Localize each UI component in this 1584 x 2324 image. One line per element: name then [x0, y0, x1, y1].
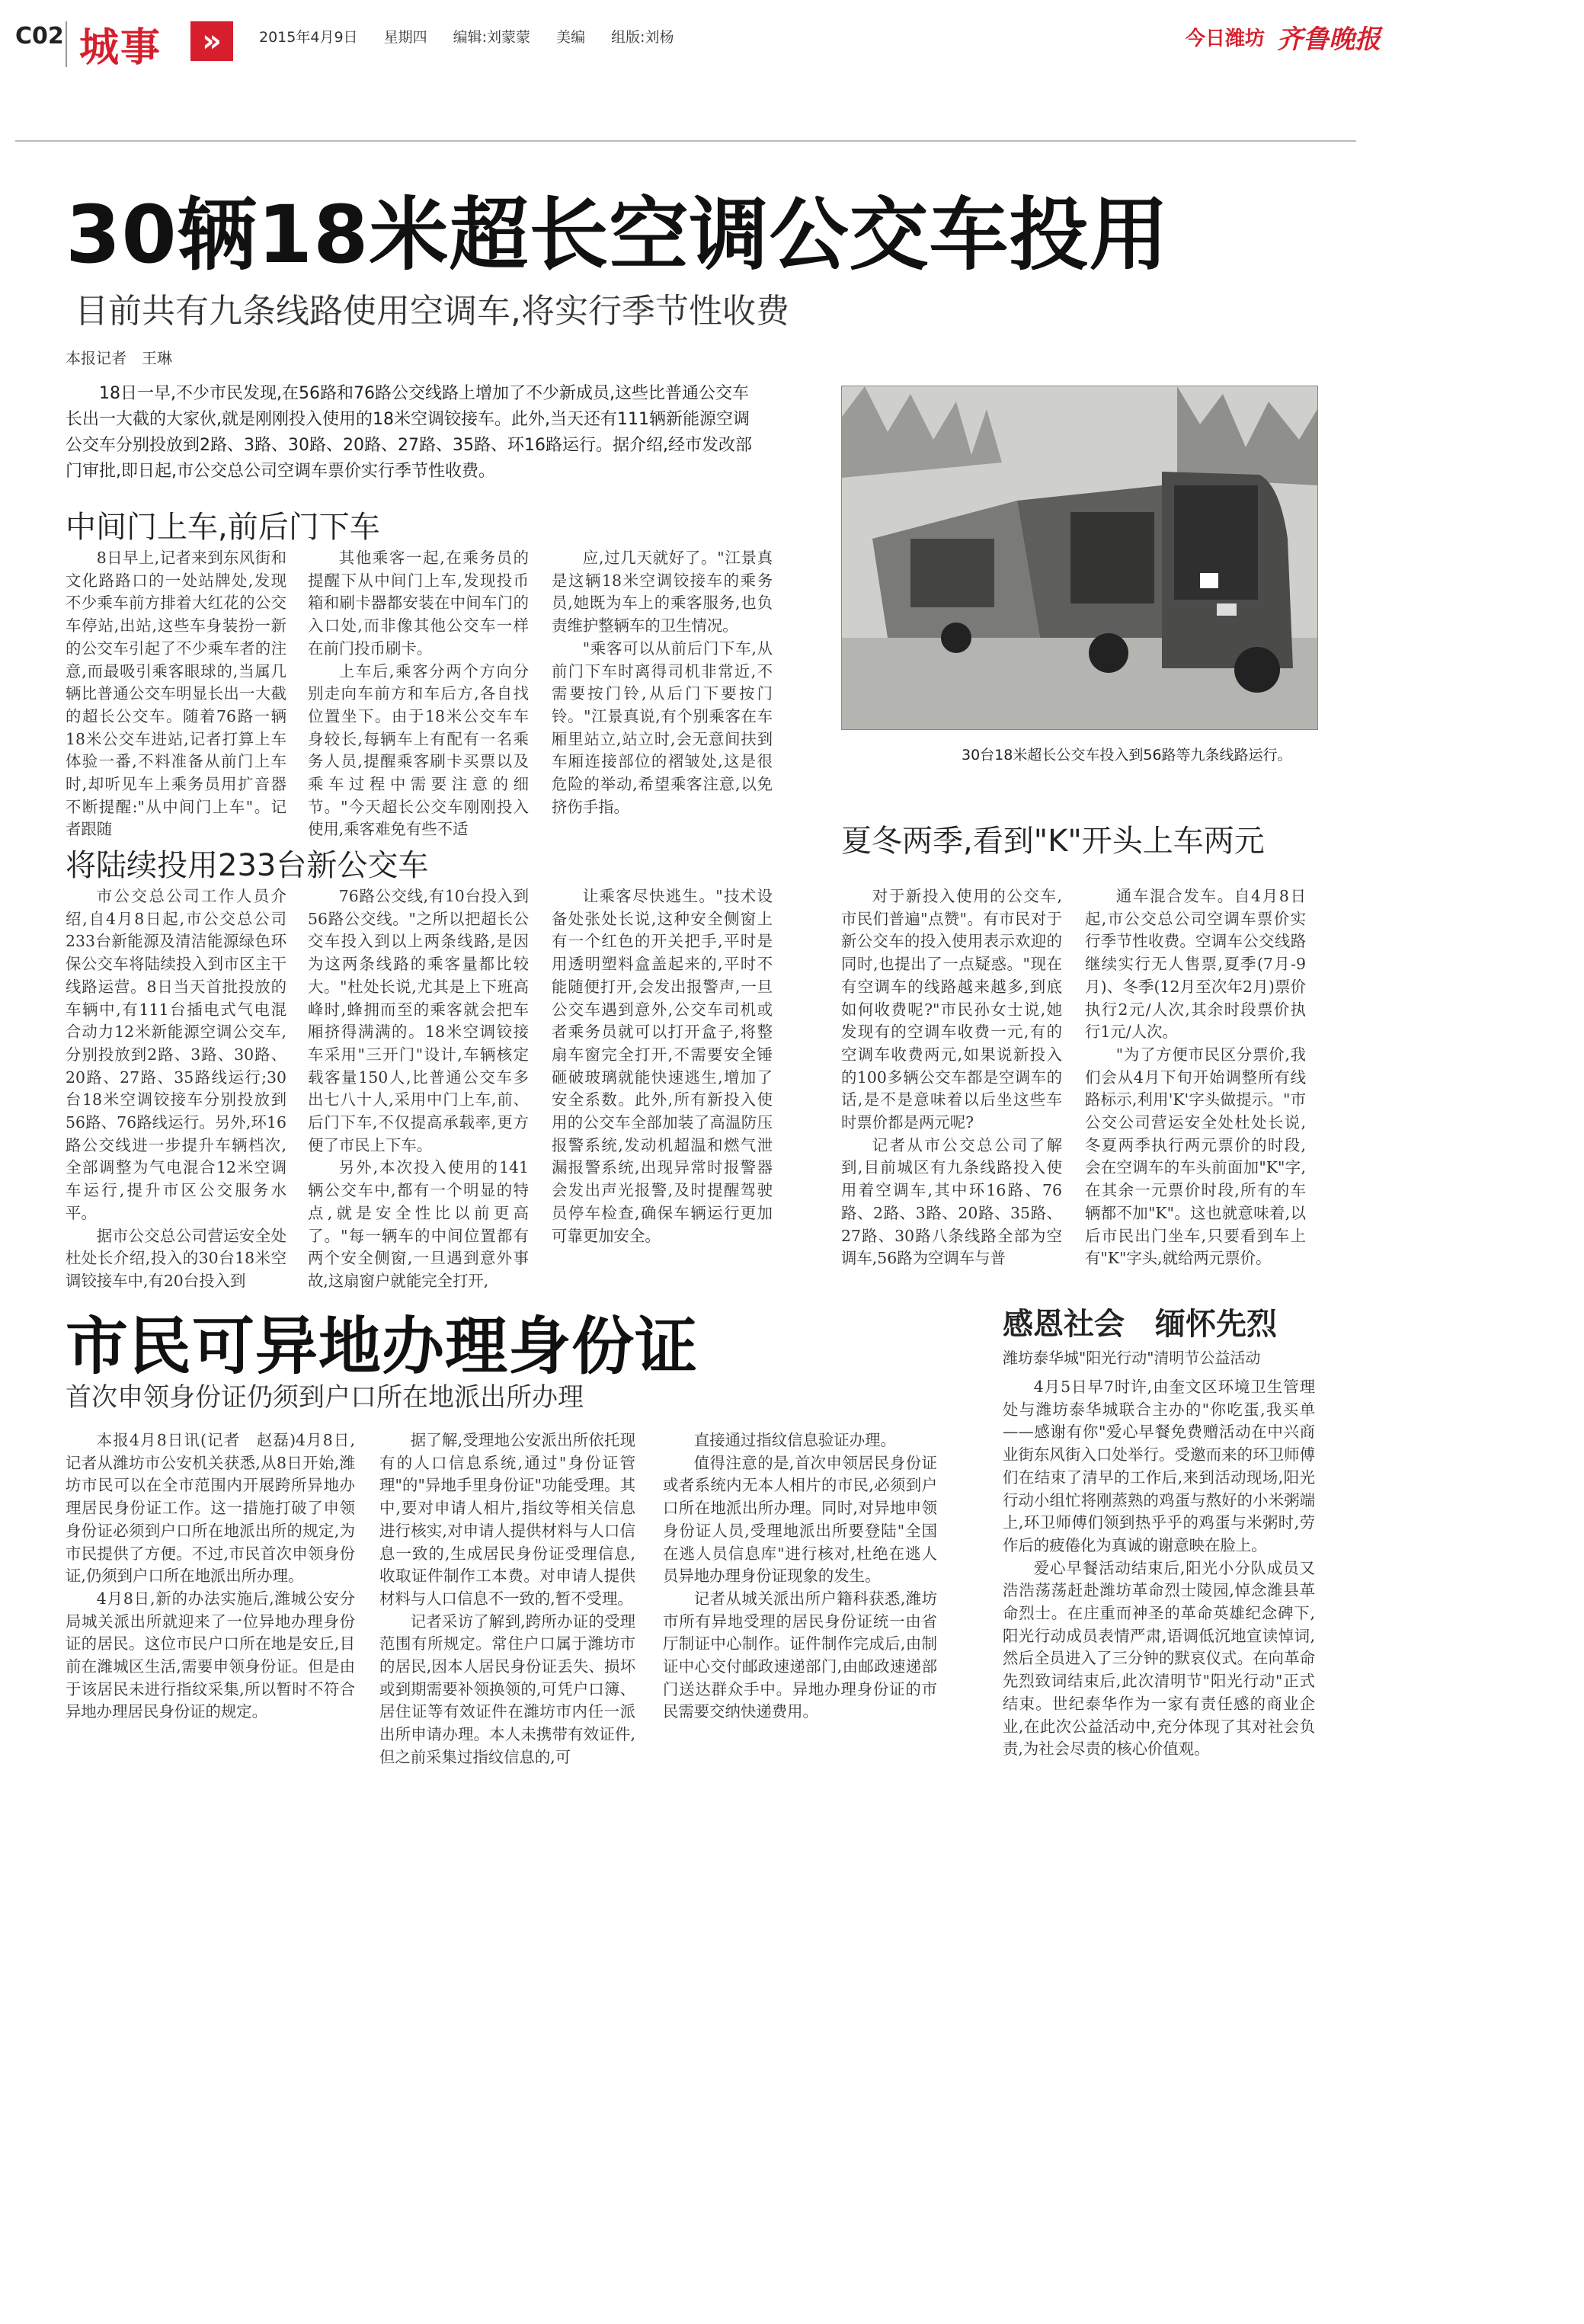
section1-title: 中间门上车,前后门下车 [66, 510, 380, 545]
article3-headline: 感恩社会 缅怀先烈 [1003, 1307, 1277, 1342]
paragraph: 记者从市公交总公司了解到,目前城区有九条线路投入使用着空调车,其中环16路、76路、2路、3路、20路、35路、27路、30路八条线路全部为空调车,56路为空调车与普 [841, 1135, 1062, 1268]
page-number: C02 [15, 23, 64, 50]
paragraph: 上车后,乘客分两个方向分别走向车前方和车后方,各自找位置坐下。由于18米公交车车身较长,每辆车上有配有一名乘务人员,提醒乘客刷卡买票以及乘车过程中需要注意的细节。"今天超长公交车刚刚投入使用,乘客难免有些不适 [308, 661, 529, 839]
article2-subheadline: 首次申领身份证仍须到户口所在地派出所办理 [66, 1382, 584, 1413]
paragraph: 其他乘客一起,在乘务员的提醒下从中间门上车,发现投币箱和刷卡器都安装在中间车门的入口处,而非像其他公交车一样在前门投币刷卡。 [308, 549, 529, 658]
paragraph: 记者采访了解到,跨所办证的受理范围有所规定。常住户口属于潍坊市的居民,因本人居民身份证丢失、损坏或到期需要补领换领的,可凭户口簿、居住证等有效证件在潍坊市内任一派出所申请办理。本人未携带有效证件,但之前采集过指纹信息的,可 [379, 1612, 635, 1766]
article3-body [1003, 1376, 1315, 1757]
section1-col3 [552, 547, 773, 816]
photo-caption: 30台18米超长公交车投入到56路等九条线路运行。 [962, 747, 1292, 763]
article1-lead: 18日一早,不少市民发现,在56路和76路公交线路上增加了不少新成员,这些比普通公交车长出一大截的大家伙,就是刚刚投入使用的18米空调铰接车。此外,当天还有111辆新能源空调公交车分别投放到2路、3路、30路、20路、27路、35路、环16路运行。据介绍,经市发改部门审批,即日起,市公交总公司空调车票价实行季节性收费。 [66, 384, 752, 481]
issue-weekday: 星期四 [383, 29, 427, 46]
layout-credit: 组版:刘杨 [611, 29, 674, 46]
article2-col2 [379, 1429, 635, 1766]
paragraph: 4月5日早7时许,由奎文区环境卫生管理处与潍坊泰华城联合主办的"你吃蛋,我买单——感谢有你"爱心早餐免费赠活动在中兴商业街东风街入口处举行。受邀而来的环卫师傅们在结束了清早的工作后,来到活动现场,阳光行动小组忙将刚蒸熟的鸡蛋与熬好的小米粥端上,环卫师傅们领到热乎乎的鸡蛋与米粥时,劳作后的疲倦化为真诚的谢意映在脸上。 [1003, 1378, 1315, 1554]
article2-col3 [663, 1429, 937, 1749]
header-divider [66, 21, 67, 67]
paragraph: 4月8日,新的办法实施后,潍城公安分局城关派出所就迎来了一位异地办理身份证的居民。这位市民户口所在地是安丘,目前在潍城区生活,需要申领身份证。但是由于该居民未进行指纹采集,所以暂时不符合异地办理居民身份证的规定。 [66, 1589, 355, 1721]
article3-subheadline: 潍坊泰华城"阳光行动"清明节公益活动 [1003, 1349, 1261, 1367]
section2-title: 将陆续投用233台新公交车 [66, 848, 429, 883]
article2-headline: 市民可异地办理身份证 [66, 1311, 699, 1383]
paragraph: 让乘客尽快逃生。"技术设备处张处长说,这种安全侧窗上有一个红色的开关把手,平时是用透明塑料盒盖起来的,平时不能随便打开,会发出报警声,一旦公交车遇到意外,公交车司机或者乘务员就可以打开盒子,将整扇车窗完全打开,不需要安全锤砸破玻璃就能快速逃生,增加了安全系数。此外,所有新投入使用的公交车全部加装了高温防压报警系统,发动机超温和燃气泄漏报警系统,出现异常时报警器会发出声光报警,及时提醒驾驶员停车检查,确保车辆运行更加可靠更加安全。 [552, 887, 773, 1245]
bus-photo [841, 386, 1318, 730]
section2-col1 [66, 885, 286, 1290]
section1-col1 [66, 547, 286, 839]
paragraph: 市公交总公司工作人员介绍,自4月8日起,市公交总公司233台新能源及清洁能源绿色环保公交车将陆续投入到市区主干线路运营。8日当天首批投放的车辆中,有111台插电式气电混合动力12米新能源空调公交车,分别投放到2路、3路、30路、20路、27路、35路线运行;30台18米空调铰接车分别投放到56路、76路线运行。另外,环16路公交线进一步提升车辆档次,全部调整为气电混合12米空调车运行,提升市区公交服务水平。 [66, 887, 286, 1222]
section3-col2 [1085, 885, 1306, 1268]
article1-headline: 30辆18米超长空调公交车投用 [66, 188, 1170, 281]
paragraph: 值得注意的是,首次申领居民身份证或者系统内无本人相片的市民,必须到户口所在地派出所办理。同时,对异地申领身份证人员,受理地派出所要登陆"全国在逃人员信息库"进行核对,杜绝在逃人员异地办理身份证现象的发生。 [663, 1453, 937, 1586]
paragraph: 通车混合发车。自4月8日起,市公交总公司空调车票价实行季节性收费。空调车公交线路继续实行无人售票,夏季(7月-9月)、冬季(12月至次年2月)票价执行2元/人次,其余时段票价执行1元/人次。 [1085, 887, 1306, 1042]
paragraph: 本报4月8日讯(记者 赵磊)4月8日,记者从潍坊市公安机关获悉,从8日开始,潍坊市民可以在全市范围内开展跨所异地办理居民身份证工作。这一措施打破了申领身份证必须到户口所在地派出所的规定,为市民提供了方便。不过,市民首次申领身份证,仍须到户口所在地派出所办理。 [66, 1431, 355, 1586]
paragraph: 8日早上,记者来到东风街和文化路路口的一处站牌处,发现不少乘车前方排着大红花的公交车停站,出站,这些车身装扮一新的公交车引起了不少乘车者的注意,而最吸引乘客眼球的,当属几辆比普通公交车明显长出一大截的超长公交车。随着76路一辆18米公交车进站,记者打算上车体验一番,不料准备从前门上车时,却听见车上乘务员用扩音器不断提醒:"从中间门上车"。记者跟随 [66, 549, 286, 839]
paragraph: 另外,本次投入使用的141辆公交车中,都有一个明显的特点,就是安全性比以前更高了。"每一辆车的中间位置都有两个安全侧窗,一旦遇到意外事故,这扇窗户就能完全打开, [308, 1158, 529, 1290]
paragraph: 76路公交线,有10台投入到56路公交线。"之所以把超长公交车投入到以上两条线路,是因为这两条线路的乘客量都比较大。"杜处长说,尤其是上下班高峰时,蜂拥而至的乘客就会把车厢挤得满满的。18米空调铰接车采用"三开门"设计,车辆核定载客量150人,比普通公交车多出七八十人,采用中门上车,前、后门下车,不仅提高承载率,更方便了市民上下车。 [308, 887, 529, 1154]
paragraph: 据了解,受理地公安派出所依托现有的人口信息系统,通过"身份证管理"的"异地手里身份证"功能受理。其中,要对申请人相片,指纹等相关信息进行核实,对申请人提供材料与人口信息一致的,生成居民身份证受理信息,收取证件制作工本费。对申请人提供材料与人口信息不一致的,暂不受理。 [379, 1431, 635, 1608]
paragraph: 直接通过指纹信息验证办理。 [693, 1431, 896, 1449]
section2-col2 [308, 885, 529, 1290]
header-rule [15, 140, 1356, 142]
paragraph: "为了方便市民区分票价,我们会从4月下旬开始调整所有线路标示,利用'K'字头做提示。"市公交公司营运安全处杜处长说,冬夏两季执行两元票价的时段,会在空调车的车头前面加"K"字,在其余一元票价时段,所有的车辆都不加"K"。这也就意味着,以后市民出门坐车,只要看到车上有"K"字头,就给两元票价。 [1085, 1045, 1306, 1268]
article1-byline: 本报记者 王琳 [66, 349, 172, 367]
today-label: 今日潍坊 [1186, 27, 1266, 50]
section-name: 城事 [79, 25, 162, 71]
article2-col1 [66, 1429, 355, 1749]
section1-col2 [308, 547, 529, 839]
paragraph: 对于新投入使用的公交车,市民们普遍"点赞"。有市民对于新公交车的投入使用表示欢迎的同时,也提出了一点疑惑。"现在有空调车的线路越来越多,到底如何收费呢?"市民孙女士说,她发现有的空调车收费一元,有的空调车收费两元,如果说新投入的100多辆公交车都是空调车的话,是不是意味着以后坐这些车时票价都是两元呢? [841, 887, 1062, 1132]
masthead-logo: 齐鲁晚报 [1277, 24, 1381, 55]
chevron-right-icon: » [190, 21, 233, 61]
article1-subheadline: 目前共有九条线路使用空调车,将实行季节性收费 [75, 292, 789, 331]
paragraph: 爱心早餐活动结束后,阳光小分队成员又浩浩荡荡赶赴潍坊革命烈士陵园,悼念潍县革命烈士。在庄重而神圣的革命英雄纪念碑下,阳光行动成员表情严肃,语调低沉地宣读悼词,然后全员进入了三分钟的默哀仪式。在向革命先烈致词结束后,此次清明节"阳光行动"正式结束。世纪泰华作为一家有责任感的商业企业,在此次公益活动中,充分体现了其对社会负责,为社会尽责的核心价值观。 [1003, 1558, 1315, 1759]
issue-date: 2015年4月9日 [259, 29, 358, 46]
section3-title: 夏冬两季,看到"K"开头上车两元 [841, 824, 1265, 859]
paragraph: 据市公交总公司营运安全处杜处长介绍,投入的30台18米空调铰接车中,有20台投入到 [66, 1226, 286, 1290]
section2-col3 [552, 885, 773, 1266]
section3-col1 [841, 885, 1062, 1268]
paragraph: "乘客可以从前后门下车,从前门下车时离得司机非常近,不需要按门铃,从后门下要按门铃。"江景真说,有个别乘客在车厢里站立,站立时,会无意间扶到车厢连接部位的褶皱处,这是很危险的举动,希望乘客注意,以免挤伤手指。 [552, 639, 773, 816]
paragraph: 应,过几天就好了。"江景真是这辆18米空调铰接车的乘务员,她既为车上的乘客服务,也负责维护整辆车的卫生情况。 [552, 549, 773, 635]
issue-meta [259, 26, 696, 46]
art-credit: 美编 [556, 29, 586, 46]
paragraph: 记者从城关派出所户籍科获悉,潍坊市所有异地受理的居民身份证统一由省厅制证中心制作。证件制作完成后,由制证中心交付邮政速递部门,由邮政速递部门送达群众手中。异地办理身份证的市民需要交纳快递费用。 [663, 1589, 937, 1721]
editor-credit: 编辑:刘蒙蒙 [453, 29, 531, 46]
bus-illustration [842, 386, 1317, 729]
